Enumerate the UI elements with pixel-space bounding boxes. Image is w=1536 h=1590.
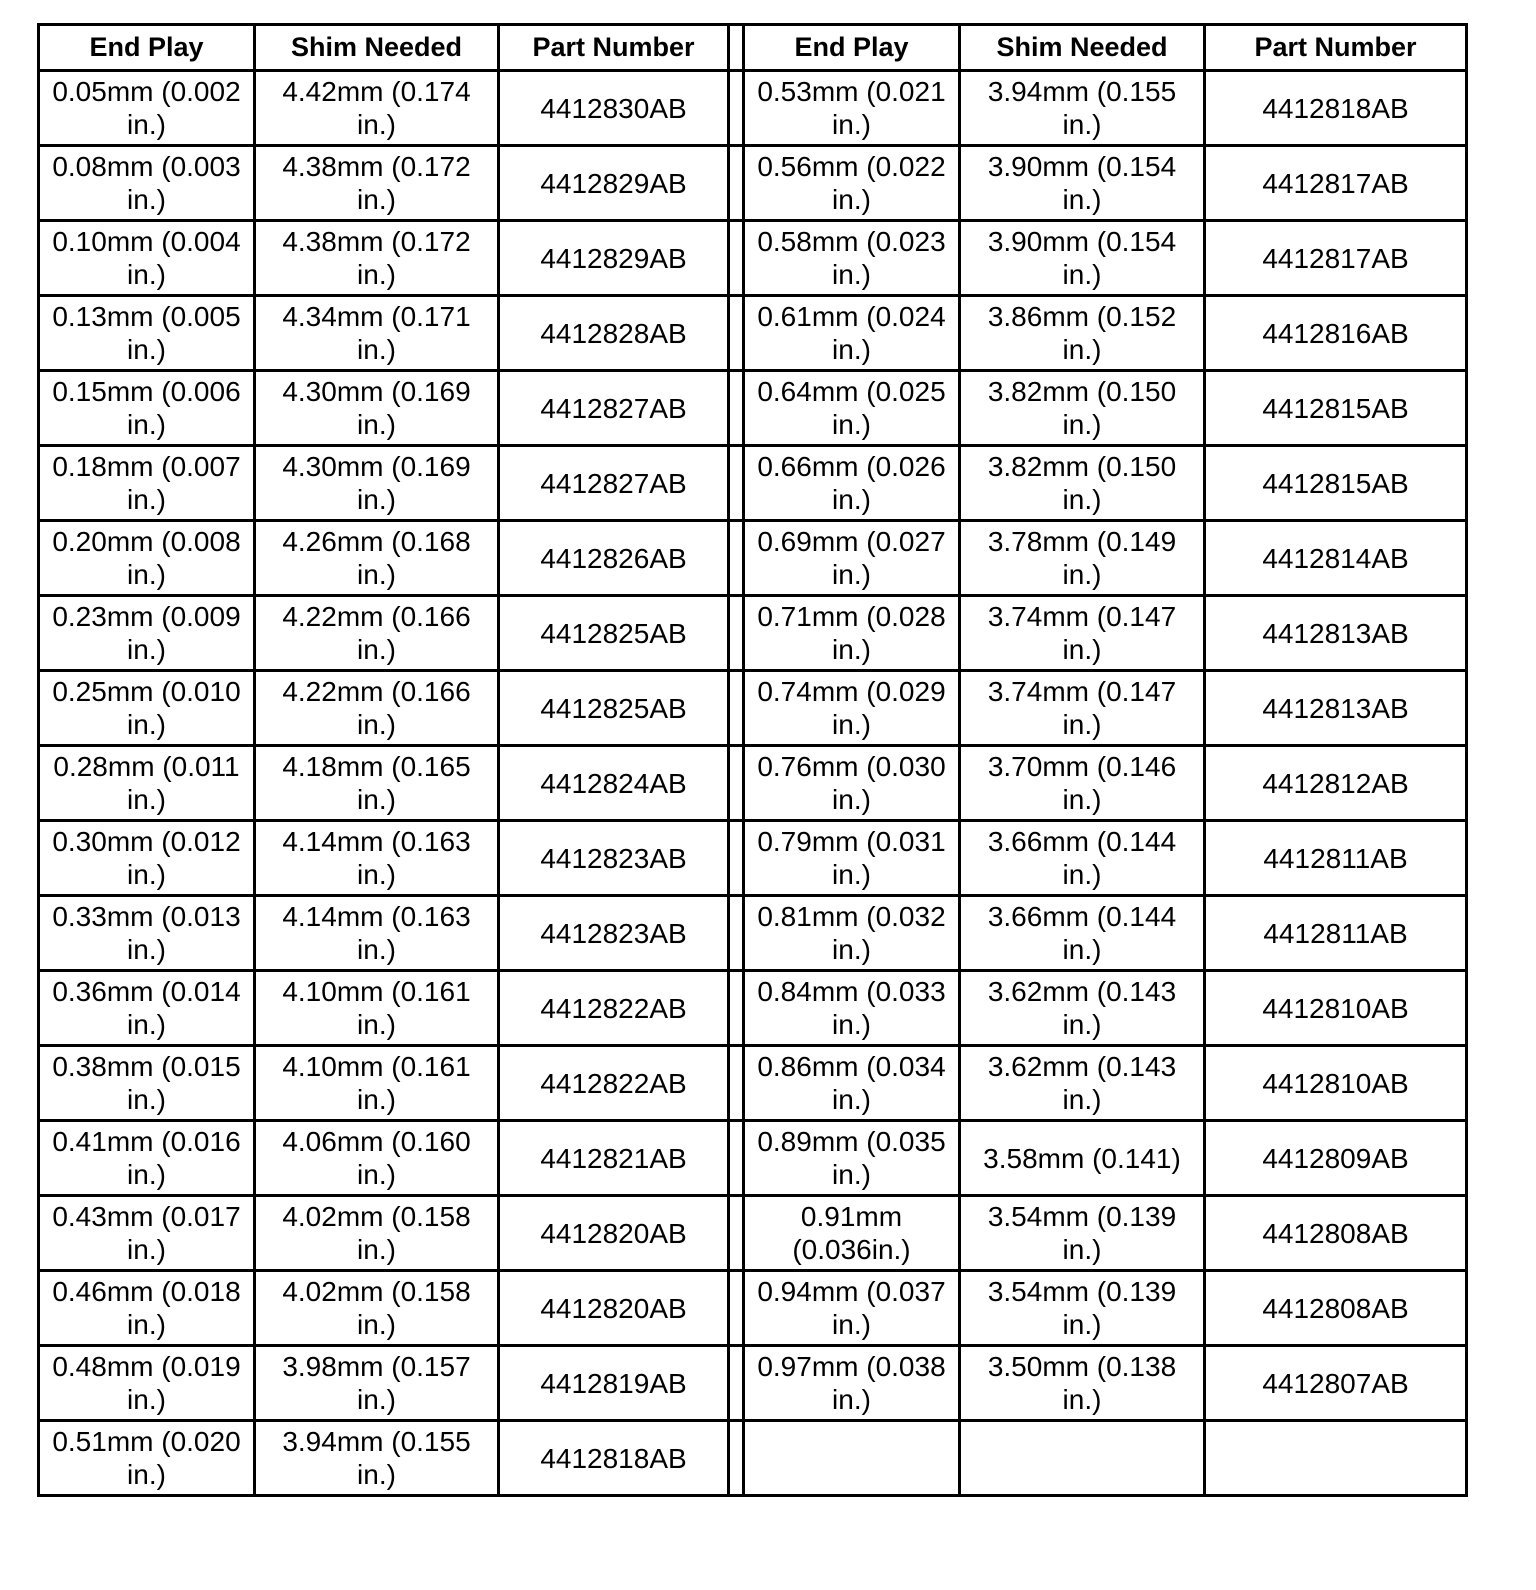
left-shim-needed-cell: 4.34mm (0.171 in.) <box>255 296 499 371</box>
column-divider <box>729 1196 744 1271</box>
table-row <box>39 1271 1467 1346</box>
right-end-play-cell: 0.58mm (0.023 in.) <box>744 221 960 296</box>
right-end-play-cell: 0.79mm (0.031 in.) <box>744 821 960 896</box>
right-shim-needed-cell: 3.66mm (0.144 in.) <box>960 896 1205 971</box>
header-row <box>39 25 1467 71</box>
left-shim-needed-cell: 4.14mm (0.163 in.) <box>255 821 499 896</box>
table-row <box>39 671 1467 746</box>
left-shim-needed-cell: 4.22mm (0.166 in.) <box>255 671 499 746</box>
left-shim-needed-cell: 4.26mm (0.168 in.) <box>255 521 499 596</box>
table-row <box>39 746 1467 821</box>
right-end-play-cell: 0.97mm (0.038 in.) <box>744 1346 960 1421</box>
header-end-play-right: End Play <box>744 25 960 71</box>
left-end-play-cell: 0.13mm (0.005 in.) <box>39 296 255 371</box>
column-divider <box>729 1346 744 1421</box>
left-part-number-cell: 4412820AB <box>499 1196 729 1271</box>
left-end-play-cell: 0.23mm (0.009 in.) <box>39 596 255 671</box>
right-shim-needed-cell: 3.66mm (0.144 in.) <box>960 821 1205 896</box>
table-row <box>39 146 1467 221</box>
column-divider <box>729 71 744 146</box>
right-part-number-cell: 4412810AB <box>1205 1046 1467 1121</box>
right-end-play-cell: 0.53mm (0.021 in.) <box>744 71 960 146</box>
left-end-play-cell: 0.36mm (0.014 in.) <box>39 971 255 1046</box>
left-end-play-cell: 0.43mm (0.017 in.) <box>39 1196 255 1271</box>
right-shim-needed-cell: 3.82mm (0.150 in.) <box>960 446 1205 521</box>
left-part-number-cell: 4412830AB <box>499 71 729 146</box>
left-part-number-cell: 4412818AB <box>499 1421 729 1496</box>
right-end-play-cell: 0.56mm (0.022 in.) <box>744 146 960 221</box>
right-part-number-cell: 4412816AB <box>1205 296 1467 371</box>
right-part-number-cell: 4412814AB <box>1205 521 1467 596</box>
table-body <box>39 71 1467 1496</box>
right-shim-needed-cell: 3.74mm (0.147 in.) <box>960 596 1205 671</box>
right-end-play-cell: 0.76mm (0.030 in.) <box>744 746 960 821</box>
header-part-number-left: Part Number <box>499 25 729 71</box>
right-part-number-cell: 4412811AB <box>1205 821 1467 896</box>
table-row <box>39 296 1467 371</box>
left-part-number-cell: 4412821AB <box>499 1121 729 1196</box>
right-shim-needed-cell: 3.86mm (0.152 in.) <box>960 296 1205 371</box>
left-end-play-cell: 0.38mm (0.015 in.) <box>39 1046 255 1121</box>
left-end-play-cell: 0.05mm (0.002 in.) <box>39 71 255 146</box>
left-shim-needed-cell: 3.94mm (0.155 in.) <box>255 1421 499 1496</box>
right-shim-needed-cell: 3.58mm (0.141) <box>960 1121 1205 1196</box>
left-shim-needed-cell: 3.98mm (0.157 in.) <box>255 1346 499 1421</box>
right-part-number-cell: 4412813AB <box>1205 596 1467 671</box>
column-divider <box>729 971 744 1046</box>
right-end-play-cell: 0.74mm (0.029 in.) <box>744 671 960 746</box>
table-row <box>39 971 1467 1046</box>
left-part-number-cell: 4412827AB <box>499 446 729 521</box>
column-divider <box>729 821 744 896</box>
header-end-play-left: End Play <box>39 25 255 71</box>
column-divider <box>729 1121 744 1196</box>
left-end-play-cell: 0.18mm (0.007 in.) <box>39 446 255 521</box>
right-end-play-cell: 0.91mm (0.036in.) <box>744 1196 960 1271</box>
left-end-play-cell: 0.48mm (0.019 in.) <box>39 1346 255 1421</box>
right-shim-needed-cell: 3.54mm (0.139 in.) <box>960 1196 1205 1271</box>
left-shim-needed-cell: 4.10mm (0.161 in.) <box>255 971 499 1046</box>
right-part-number-cell: 4412809AB <box>1205 1121 1467 1196</box>
right-end-play-cell: 0.86mm (0.034 in.) <box>744 1046 960 1121</box>
right-part-number-cell: 4412815AB <box>1205 371 1467 446</box>
left-shim-needed-cell: 4.38mm (0.172 in.) <box>255 221 499 296</box>
right-end-play-cell: 0.81mm (0.032 in.) <box>744 896 960 971</box>
right-part-number-cell: 4412815AB <box>1205 446 1467 521</box>
right-end-play-cell: 0.66mm (0.026 in.) <box>744 446 960 521</box>
left-shim-needed-cell: 4.10mm (0.161 in.) <box>255 1046 499 1121</box>
right-end-play-cell: 0.94mm (0.037 in.) <box>744 1271 960 1346</box>
right-part-number-cell: 4412808AB <box>1205 1271 1467 1346</box>
right-end-play-cell: 0.69mm (0.027 in.) <box>744 521 960 596</box>
right-shim-needed-cell: 3.62mm (0.143 in.) <box>960 971 1205 1046</box>
right-part-number-cell <box>1205 1421 1467 1496</box>
left-shim-needed-cell: 4.22mm (0.166 in.) <box>255 596 499 671</box>
left-part-number-cell: 4412820AB <box>499 1271 729 1346</box>
left-shim-needed-cell: 4.38mm (0.172 in.) <box>255 146 499 221</box>
column-divider <box>729 1046 744 1121</box>
left-end-play-cell: 0.33mm (0.013 in.) <box>39 896 255 971</box>
table-row <box>39 221 1467 296</box>
left-shim-needed-cell: 4.14mm (0.163 in.) <box>255 896 499 971</box>
right-shim-needed-cell: 3.70mm (0.146 in.) <box>960 746 1205 821</box>
right-part-number-cell: 4412810AB <box>1205 971 1467 1046</box>
right-end-play-cell: 0.71mm (0.028 in.) <box>744 596 960 671</box>
left-end-play-cell: 0.41mm (0.016 in.) <box>39 1121 255 1196</box>
table-row <box>39 371 1467 446</box>
column-divider <box>729 1421 744 1496</box>
right-shim-needed-cell: 3.94mm (0.155 in.) <box>960 71 1205 146</box>
table-row <box>39 1421 1467 1496</box>
left-part-number-cell: 4412828AB <box>499 296 729 371</box>
left-part-number-cell: 4412824AB <box>499 746 729 821</box>
left-end-play-cell: 0.51mm (0.020 in.) <box>39 1421 255 1496</box>
left-end-play-cell: 0.30mm (0.012 in.) <box>39 821 255 896</box>
left-shim-needed-cell: 4.02mm (0.158 in.) <box>255 1196 499 1271</box>
right-end-play-cell: 0.89mm (0.035 in.) <box>744 1121 960 1196</box>
header-part-number-right: Part Number <box>1205 25 1467 71</box>
left-shim-needed-cell: 4.42mm (0.174 in.) <box>255 71 499 146</box>
right-end-play-cell: 0.84mm (0.033 in.) <box>744 971 960 1046</box>
left-part-number-cell: 4412825AB <box>499 596 729 671</box>
column-divider <box>729 896 744 971</box>
table-row <box>39 596 1467 671</box>
right-end-play-cell <box>744 1421 960 1496</box>
column-divider <box>729 25 744 71</box>
table-row <box>39 521 1467 596</box>
right-part-number-cell: 4412808AB <box>1205 1196 1467 1271</box>
left-part-number-cell: 4412823AB <box>499 821 729 896</box>
header-shim-needed-left: Shim Needed <box>255 25 499 71</box>
table-row <box>39 446 1467 521</box>
left-end-play-cell: 0.28mm (0.011 in.) <box>39 746 255 821</box>
right-shim-needed-cell: 3.90mm (0.154 in.) <box>960 221 1205 296</box>
right-shim-needed-cell: 3.50mm (0.138 in.) <box>960 1346 1205 1421</box>
column-divider <box>729 746 744 821</box>
column-divider <box>729 146 744 221</box>
table-row <box>39 821 1467 896</box>
left-end-play-cell: 0.46mm (0.018 in.) <box>39 1271 255 1346</box>
right-part-number-cell: 4412813AB <box>1205 671 1467 746</box>
left-shim-needed-cell: 4.06mm (0.160 in.) <box>255 1121 499 1196</box>
right-part-number-cell: 4412812AB <box>1205 746 1467 821</box>
table-row <box>39 896 1467 971</box>
shim-selection-table <box>37 23 1468 1497</box>
right-part-number-cell: 4412817AB <box>1205 221 1467 296</box>
right-part-number-cell: 4412817AB <box>1205 146 1467 221</box>
left-part-number-cell: 4412822AB <box>499 1046 729 1121</box>
column-divider <box>729 446 744 521</box>
right-shim-needed-cell: 3.78mm (0.149 in.) <box>960 521 1205 596</box>
right-part-number-cell: 4412811AB <box>1205 896 1467 971</box>
column-divider <box>729 221 744 296</box>
left-end-play-cell: 0.20mm (0.008 in.) <box>39 521 255 596</box>
table-row <box>39 1121 1467 1196</box>
table-row <box>39 1346 1467 1421</box>
column-divider <box>729 521 744 596</box>
left-shim-needed-cell: 4.30mm (0.169 in.) <box>255 371 499 446</box>
right-part-number-cell: 4412807AB <box>1205 1346 1467 1421</box>
left-shim-needed-cell: 4.18mm (0.165 in.) <box>255 746 499 821</box>
right-shim-needed-cell: 3.90mm (0.154 in.) <box>960 146 1205 221</box>
right-shim-needed-cell: 3.62mm (0.143 in.) <box>960 1046 1205 1121</box>
left-part-number-cell: 4412827AB <box>499 371 729 446</box>
right-shim-needed-cell: 3.74mm (0.147 in.) <box>960 671 1205 746</box>
right-end-play-cell: 0.64mm (0.025 in.) <box>744 371 960 446</box>
left-part-number-cell: 4412826AB <box>499 521 729 596</box>
right-shim-needed-cell: 3.54mm (0.139 in.) <box>960 1271 1205 1346</box>
column-divider <box>729 1271 744 1346</box>
table-row <box>39 71 1467 146</box>
left-end-play-cell: 0.25mm (0.010 in.) <box>39 671 255 746</box>
right-shim-needed-cell: 3.82mm (0.150 in.) <box>960 371 1205 446</box>
column-divider <box>729 596 744 671</box>
column-divider <box>729 671 744 746</box>
right-end-play-cell: 0.61mm (0.024 in.) <box>744 296 960 371</box>
table-row <box>39 1046 1467 1121</box>
left-part-number-cell: 4412819AB <box>499 1346 729 1421</box>
left-shim-needed-cell: 4.02mm (0.158 in.) <box>255 1271 499 1346</box>
column-divider <box>729 371 744 446</box>
left-part-number-cell: 4412829AB <box>499 146 729 221</box>
left-part-number-cell: 4412825AB <box>499 671 729 746</box>
left-part-number-cell: 4412823AB <box>499 896 729 971</box>
column-divider <box>729 296 744 371</box>
right-shim-needed-cell <box>960 1421 1205 1496</box>
left-part-number-cell: 4412822AB <box>499 971 729 1046</box>
left-shim-needed-cell: 4.30mm (0.169 in.) <box>255 446 499 521</box>
right-part-number-cell: 4412818AB <box>1205 71 1467 146</box>
left-end-play-cell: 0.10mm (0.004 in.) <box>39 221 255 296</box>
table-row <box>39 1196 1467 1271</box>
left-end-play-cell: 0.15mm (0.006 in.) <box>39 371 255 446</box>
left-part-number-cell: 4412829AB <box>499 221 729 296</box>
header-shim-needed-right: Shim Needed <box>960 25 1205 71</box>
left-end-play-cell: 0.08mm (0.003 in.) <box>39 146 255 221</box>
